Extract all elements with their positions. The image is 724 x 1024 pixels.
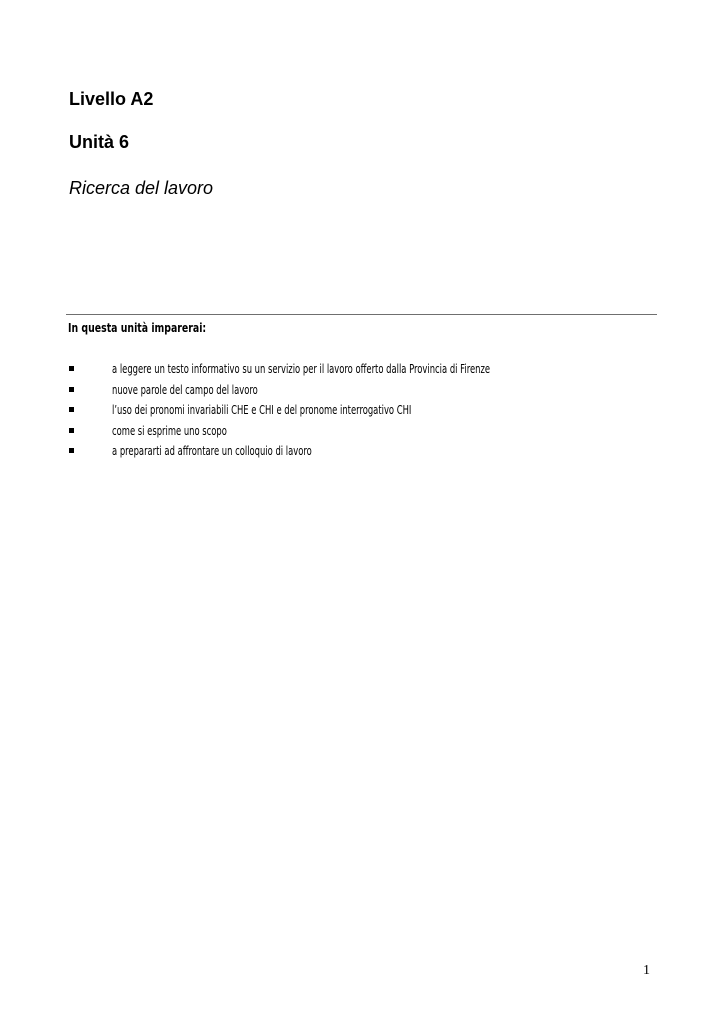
page-number: 1	[643, 963, 650, 978]
objective-item	[0, 441, 724, 462]
objective-item	[0, 380, 724, 401]
objective-text: come si esprime uno scopo	[112, 423, 227, 438]
unit-title: Unità 6	[69, 132, 130, 152]
section-divider	[66, 314, 657, 315]
square-bullet-icon	[69, 448, 74, 453]
square-bullet-icon	[69, 387, 74, 392]
objective-text: l’uso dei pronomi invariabili CHE e CHI e del pronome interrogativo CHI	[112, 403, 412, 417]
objective-text: a leggere un testo informativo su un servizio per il lavoro offerto dalla Provincia di Firenze	[112, 362, 491, 376]
objective-item	[0, 421, 724, 442]
level-title: Livello A2	[69, 89, 154, 109]
square-bullet-icon	[69, 407, 74, 412]
objectives-label: In questa unità imparerai:	[68, 321, 207, 335]
objective-text: nuove parole del campo del lavoro	[112, 382, 258, 397]
objectives-list	[0, 359, 724, 462]
square-bullet-icon	[69, 366, 74, 371]
objective-item	[0, 359, 724, 380]
objective-text: a prepararti ad affrontare un colloquio di lavoro	[112, 444, 312, 458]
topic-title: Ricerca del lavoro	[69, 178, 214, 198]
square-bullet-icon	[69, 428, 74, 433]
objective-item	[0, 400, 724, 421]
